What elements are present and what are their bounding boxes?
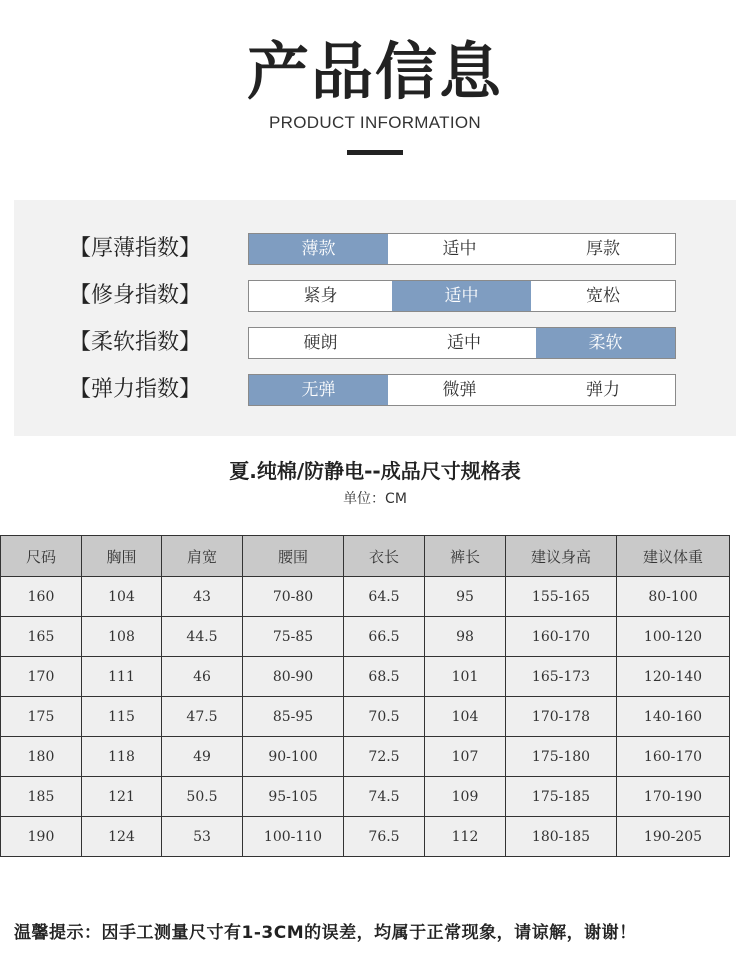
index-option: 适中 bbox=[392, 281, 531, 311]
table-cell: 100-120 bbox=[617, 617, 730, 657]
index-label: 【修身指数】 bbox=[69, 283, 202, 308]
table-row bbox=[1, 737, 730, 777]
index-option: 柔软 bbox=[536, 328, 675, 358]
table-cell: 74.5 bbox=[344, 777, 425, 817]
index-scale bbox=[248, 374, 676, 406]
table-cell: 155-165 bbox=[506, 577, 617, 617]
column-header: 肩宽 bbox=[162, 536, 243, 577]
table-cell: 115 bbox=[82, 697, 162, 737]
index-option: 硬朗 bbox=[303, 333, 338, 353]
table-cell: 50.5 bbox=[162, 777, 243, 817]
table-cell: 90-100 bbox=[243, 737, 344, 777]
index-scale bbox=[248, 280, 676, 312]
table-cell: 118 bbox=[82, 737, 162, 777]
table-cell: 180 bbox=[1, 737, 82, 777]
column-header: 胸围 bbox=[82, 536, 162, 577]
table-cell: 160-170 bbox=[617, 737, 730, 777]
table-row bbox=[1, 617, 730, 657]
table-cell: 175-180 bbox=[506, 737, 617, 777]
table-cell: 100-110 bbox=[243, 817, 344, 857]
page-title: 产品信息 bbox=[246, 35, 503, 108]
table-cell: 165-173 bbox=[506, 657, 617, 697]
table-cell: 95 bbox=[425, 577, 506, 617]
table-cell: 111 bbox=[82, 657, 162, 697]
table-row bbox=[1, 777, 730, 817]
size-table bbox=[0, 535, 730, 857]
index-option: 宽松 bbox=[586, 286, 620, 306]
table-cell: 95-105 bbox=[243, 777, 344, 817]
index-panel bbox=[14, 200, 736, 436]
table-cell: 190-205 bbox=[617, 817, 730, 857]
table-cell: 66.5 bbox=[344, 617, 425, 657]
title-divider bbox=[347, 150, 403, 155]
table-cell: 104 bbox=[82, 577, 162, 617]
table-cell: 140-160 bbox=[617, 697, 730, 737]
table-cell: 46 bbox=[162, 657, 243, 697]
table-cell: 53 bbox=[162, 817, 243, 857]
index-scale bbox=[248, 327, 676, 359]
table-cell: 68.5 bbox=[344, 657, 425, 697]
table-cell: 170-190 bbox=[617, 777, 730, 817]
measurement-note: 温馨提示：因手工测量尺寸有1-3CM的误差，均属于正常现象，请谅解，谢谢！ bbox=[14, 923, 637, 943]
column-header: 建议身高 bbox=[506, 536, 617, 577]
column-header: 尺码 bbox=[1, 536, 82, 577]
size-chart-title: 夏.纯棉/防静电--成品尺寸规格表 bbox=[229, 459, 521, 483]
table-cell: 170-178 bbox=[506, 697, 617, 737]
table-cell: 175-185 bbox=[506, 777, 617, 817]
table-cell: 44.5 bbox=[162, 617, 243, 657]
table-cell: 165 bbox=[1, 617, 82, 657]
table-row bbox=[1, 697, 730, 737]
index-label: 【弹力指数】 bbox=[69, 377, 202, 402]
table-cell: 98 bbox=[425, 617, 506, 657]
index-option: 无弹 bbox=[249, 375, 388, 405]
table-row bbox=[1, 817, 730, 857]
column-header: 衣长 bbox=[344, 536, 425, 577]
table-cell: 160-170 bbox=[506, 617, 617, 657]
index-option: 厚款 bbox=[586, 239, 620, 259]
table-cell: 49 bbox=[162, 737, 243, 777]
table-cell: 43 bbox=[162, 577, 243, 617]
table-cell: 160 bbox=[1, 577, 82, 617]
size-chart-unit: 单位：CM bbox=[343, 491, 407, 507]
index-label: 【柔软指数】 bbox=[69, 330, 202, 355]
table-cell: 75-85 bbox=[243, 617, 344, 657]
column-header: 腰围 bbox=[243, 536, 344, 577]
table-cell: 104 bbox=[425, 697, 506, 737]
table-cell: 108 bbox=[82, 617, 162, 657]
table-cell: 85-95 bbox=[243, 697, 344, 737]
table-cell: 185 bbox=[1, 777, 82, 817]
table-cell: 170 bbox=[1, 657, 82, 697]
table-cell: 180-185 bbox=[506, 817, 617, 857]
table-cell: 121 bbox=[82, 777, 162, 817]
table-cell: 80-90 bbox=[243, 657, 344, 697]
index-option: 微弹 bbox=[442, 380, 477, 400]
table-cell: 80-100 bbox=[617, 577, 730, 617]
index-option: 薄款 bbox=[249, 234, 388, 264]
table-cell: 64.5 bbox=[344, 577, 425, 617]
table-cell: 101 bbox=[425, 657, 506, 697]
table-cell: 112 bbox=[425, 817, 506, 857]
column-header: 裤长 bbox=[425, 536, 506, 577]
table-cell: 109 bbox=[425, 777, 506, 817]
index-option: 适中 bbox=[447, 333, 481, 353]
index-label: 【厚薄指数】 bbox=[69, 236, 202, 261]
table-cell: 107 bbox=[425, 737, 506, 777]
column-header: 建议体重 bbox=[617, 536, 730, 577]
table-cell: 70.5 bbox=[344, 697, 425, 737]
table-cell: 76.5 bbox=[344, 817, 425, 857]
index-option: 适中 bbox=[442, 239, 477, 259]
index-row-softness bbox=[14, 327, 736, 359]
index-row-fit bbox=[14, 280, 736, 312]
table-cell: 72.5 bbox=[344, 737, 425, 777]
table-row bbox=[1, 577, 730, 617]
table-cell: 120-140 bbox=[617, 657, 730, 697]
table-cell: 124 bbox=[82, 817, 162, 857]
index-option: 紧身 bbox=[303, 286, 338, 306]
index-row-elasticity bbox=[14, 374, 736, 406]
page-subtitle: PRODUCT INFORMATION bbox=[269, 113, 481, 132]
table-cell: 175 bbox=[1, 697, 82, 737]
index-option: 弹力 bbox=[586, 380, 620, 400]
table-cell: 190 bbox=[1, 817, 82, 857]
table-row bbox=[1, 657, 730, 697]
table-header-row bbox=[1, 536, 730, 577]
index-scale bbox=[248, 233, 676, 265]
table-cell: 70-80 bbox=[243, 577, 344, 617]
index-row-thickness bbox=[14, 233, 736, 265]
table-cell: 47.5 bbox=[162, 697, 243, 737]
